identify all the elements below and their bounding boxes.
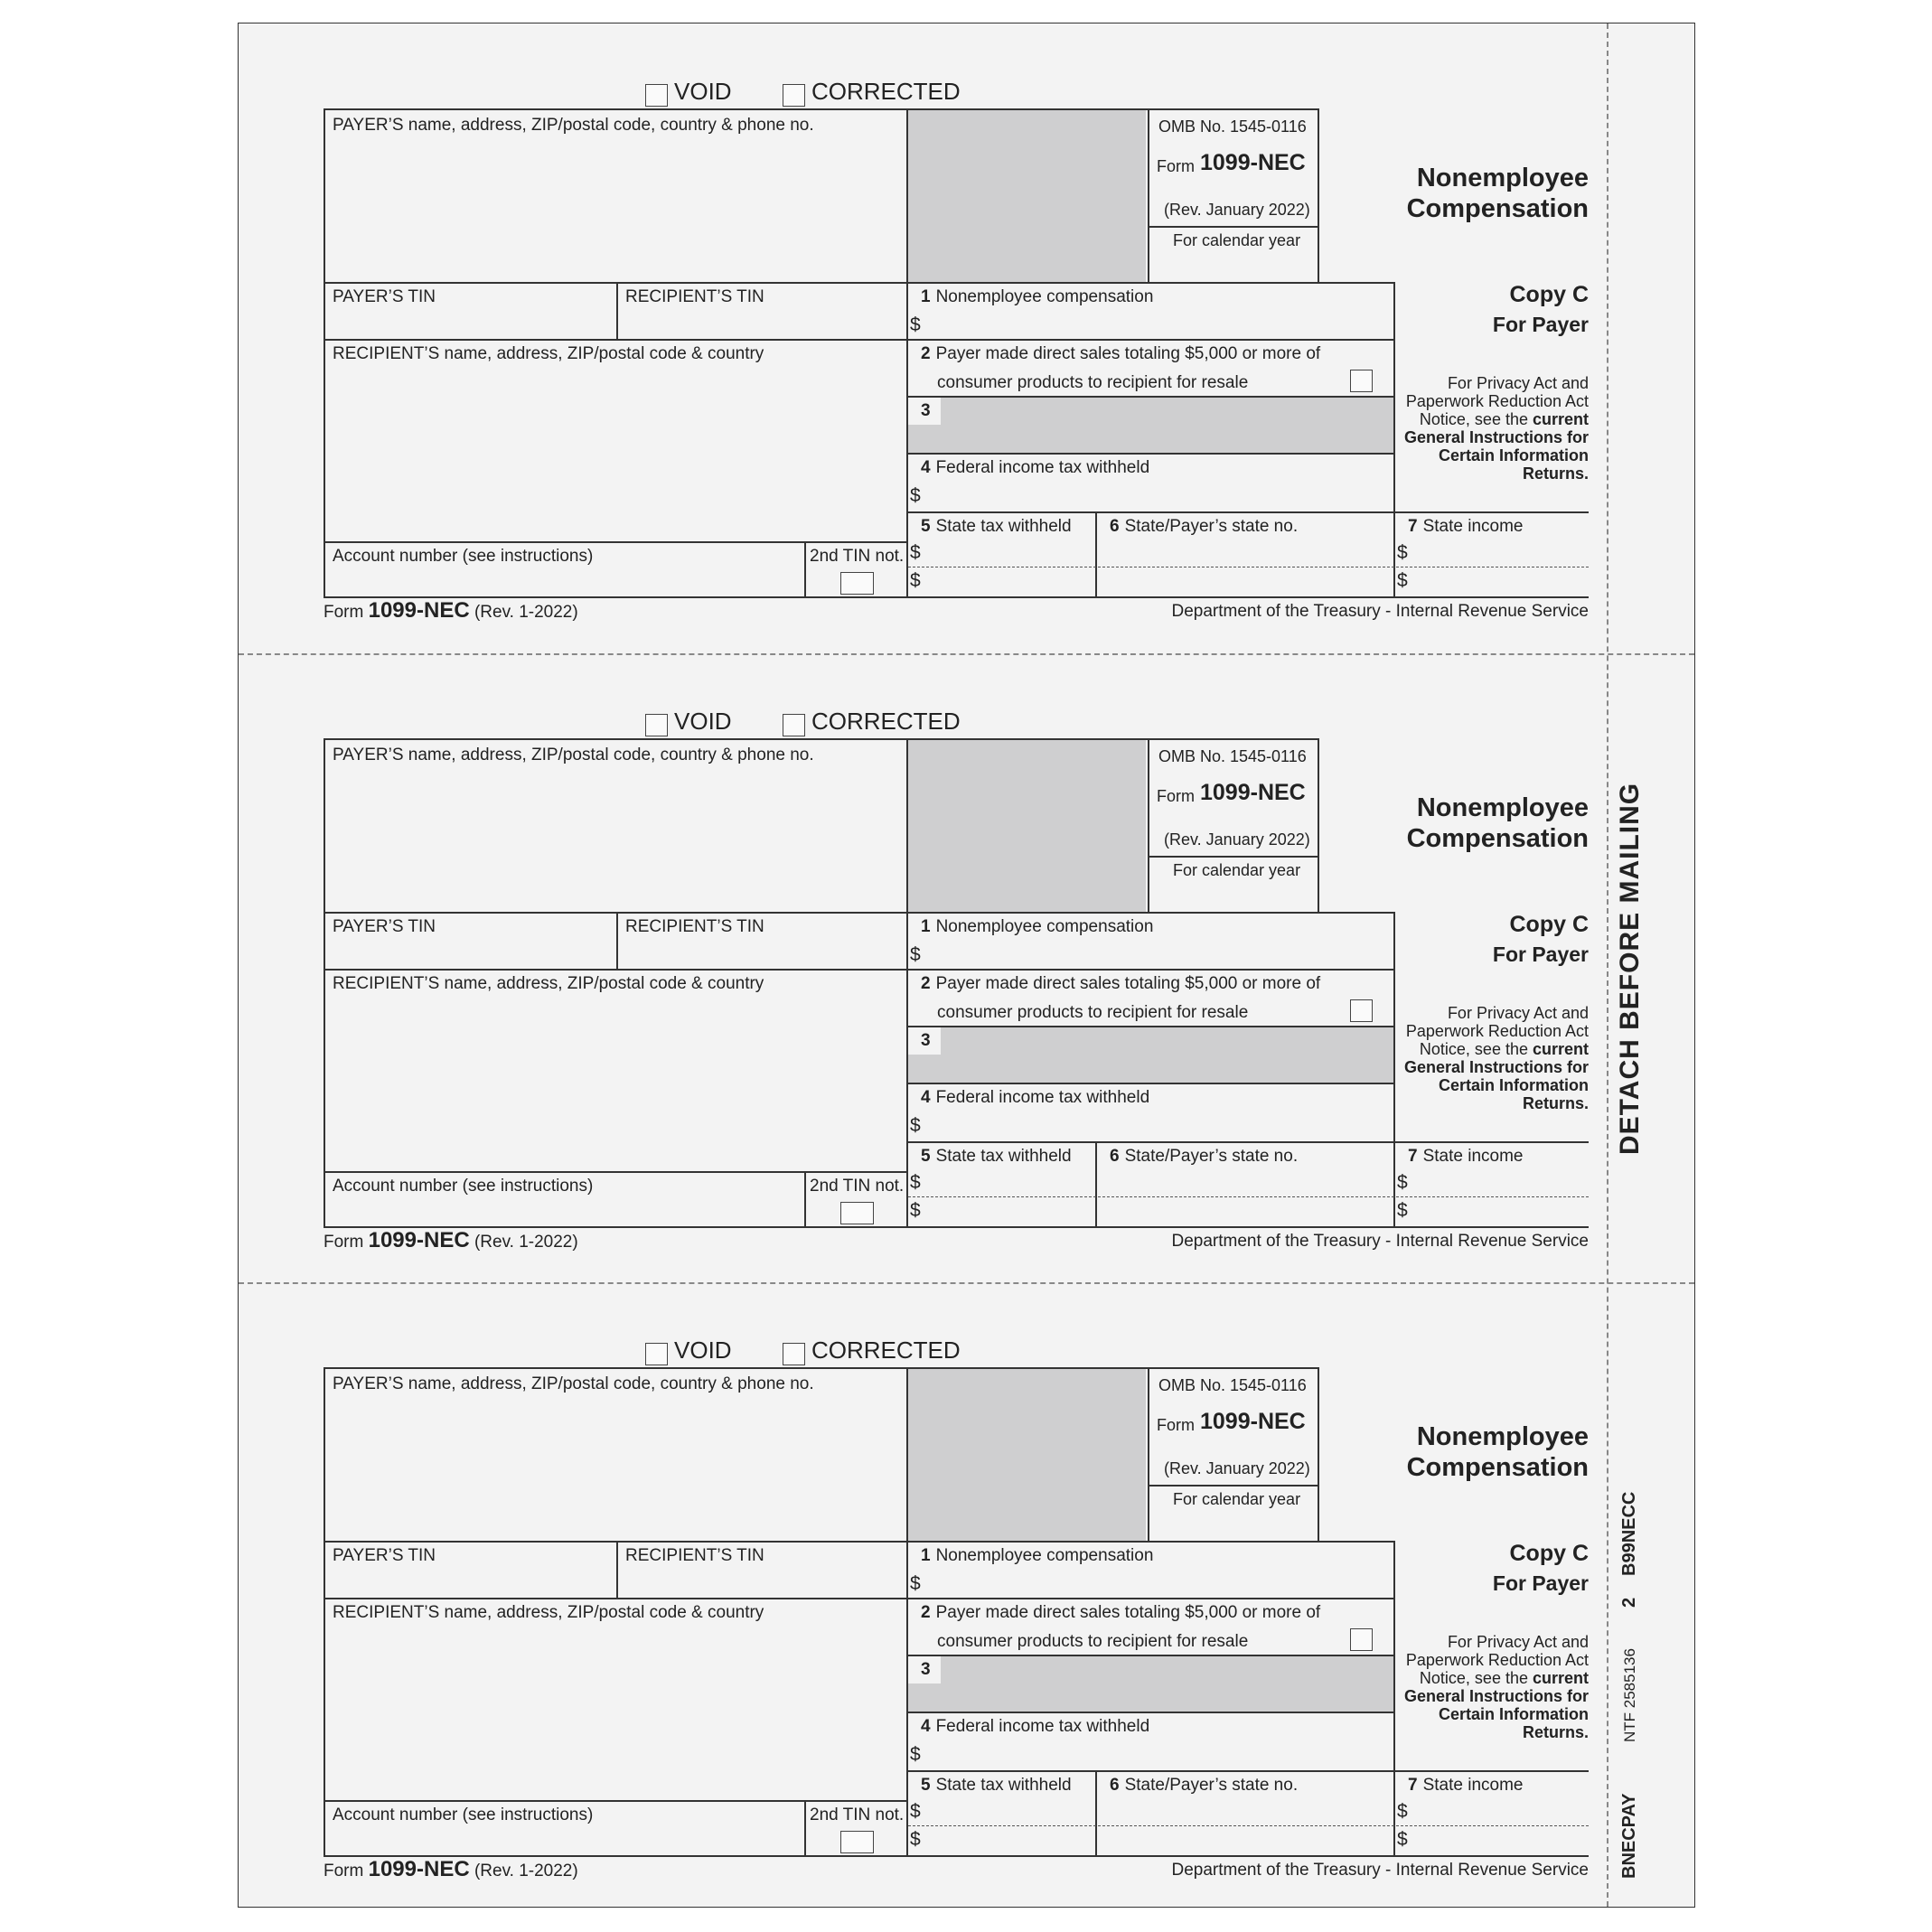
- state-row-dashed-divider: [908, 1196, 1589, 1197]
- box5-dollar-line2: $: [910, 570, 921, 591]
- notice-line-1: For Privacy Act and: [1447, 1633, 1589, 1651]
- footer-revision: (Rev. 1-2022): [474, 1862, 578, 1880]
- recipient-name-box[interactable]: [324, 969, 908, 1173]
- payer-name-label: PAYER’S name, address, ZIP/postal code, country & phone no.: [333, 1374, 814, 1393]
- second-tin-notice-box: [804, 1800, 908, 1857]
- box3: [906, 396, 1395, 455]
- form-title: [1318, 1421, 1589, 1483]
- footer-department: Department of the Treasury - Internal Revenue Service: [1171, 1861, 1589, 1880]
- second-tin-label: 2nd TIN not.: [810, 547, 905, 566]
- box5-dollar-line2: $: [910, 1200, 921, 1221]
- box5-text: State tax withheld: [935, 517, 1072, 536]
- box7-number: 7: [1408, 517, 1418, 536]
- copy-title: Copy C: [1509, 282, 1589, 307]
- box2-text-line2: consumer products to recipient for resale: [937, 373, 1249, 392]
- box7-dollar-line1: $: [1397, 542, 1408, 563]
- privacy-notice: [1390, 374, 1589, 483]
- copy-subtitle: For Payer: [1492, 943, 1589, 966]
- account-number-label: Account number (see instructions): [333, 1177, 594, 1196]
- notice-line-3: [1390, 1040, 1589, 1058]
- box7-label: [1408, 1776, 1523, 1796]
- form-grid: [324, 108, 1589, 596]
- product-code-label: BNECPAY: [1619, 1793, 1639, 1879]
- box7-label: [1408, 1147, 1523, 1167]
- notice-line-3a: Notice, see the: [1419, 1669, 1533, 1687]
- corrected-checkbox[interactable]: [783, 84, 805, 107]
- recipient-name-label: RECIPIENT’S name, address, ZIP/postal code & country: [333, 974, 764, 993]
- box4-number: 4: [921, 458, 931, 477]
- footer-revision: (Rev. 1-2022): [474, 603, 578, 622]
- payer-name-box[interactable]: [324, 108, 908, 284]
- box2-label: [921, 1603, 1320, 1623]
- box2-checkbox[interactable]: [1350, 1628, 1373, 1651]
- box2-text-line1: Payer made direct sales totaling $5,000 or more of: [935, 1603, 1321, 1622]
- footer-form-number: 1099-NEC: [368, 1228, 470, 1252]
- notice-line-4: General Instructions for: [1403, 428, 1589, 446]
- box3-label: [921, 1031, 936, 1051]
- form-number-title: 1099-NEC: [1200, 150, 1306, 175]
- recipient-name-label: RECIPIENT’S name, address, ZIP/postal code & country: [333, 344, 764, 363]
- box4-federal-tax-withheld[interactable]: [906, 453, 1395, 513]
- void-label: VOID: [674, 1336, 732, 1364]
- footer-form-id: [324, 1228, 578, 1253]
- omb-number: OMB No. 1545-0116: [1158, 1376, 1307, 1394]
- box6-label: [1110, 517, 1298, 537]
- form-title-line1: Nonemployee: [1416, 1422, 1589, 1451]
- box2-text-line1: Payer made direct sales totaling $5,000 or more of: [935, 974, 1321, 993]
- box7-text: State income: [1422, 1776, 1524, 1795]
- notice-line-3a: Notice, see the: [1419, 1040, 1533, 1058]
- payer-tin-label: PAYER’S TIN: [333, 287, 436, 306]
- box2-label: [921, 344, 1320, 364]
- second-tin-checkbox[interactable]: [840, 1831, 874, 1853]
- second-tin-notice-box: [804, 541, 908, 598]
- omb-number: OMB No. 1545-0116: [1158, 117, 1307, 136]
- box2-label: [921, 974, 1320, 994]
- footer-department: Department of the Treasury - Internal Revenue Service: [1171, 1232, 1589, 1251]
- box7-dollar-line2: $: [1397, 570, 1408, 591]
- box5-number: 5: [921, 517, 931, 536]
- box4-federal-tax-withheld[interactable]: [906, 1712, 1395, 1772]
- box6-number: 6: [1110, 517, 1120, 536]
- box2-number: 2: [921, 344, 931, 363]
- box7-label: [1408, 517, 1523, 537]
- box7-dollar-line1: $: [1397, 1172, 1408, 1193]
- copy-title: Copy C: [1509, 1541, 1589, 1566]
- form-code-label: B99NECC: [1619, 1491, 1639, 1576]
- form-grid: [324, 738, 1589, 1226]
- recipient-tin-label: RECIPIENT’S TIN: [625, 287, 764, 306]
- box6-text: State/Payer’s state no.: [1124, 1147, 1299, 1166]
- footer-form-number: 1099-NEC: [368, 1857, 470, 1881]
- form-title-line2: Compensation: [1406, 194, 1589, 223]
- account-number-box[interactable]: [324, 541, 806, 598]
- box3-number: 3: [921, 1660, 931, 1679]
- box4-label: [921, 1717, 1149, 1737]
- ntf-number-label: NTF 2585136: [1621, 1648, 1638, 1742]
- account-number-box[interactable]: [324, 1800, 806, 1857]
- corrected-checkbox[interactable]: [783, 714, 805, 736]
- notice-line-3: [1390, 410, 1589, 428]
- notice-line-6: Returns.: [1522, 1723, 1589, 1741]
- payer-name-box[interactable]: [324, 1367, 908, 1543]
- void-label: VOID: [674, 708, 732, 735]
- payer-tin-box[interactable]: [324, 912, 618, 971]
- box5-state-tax-withheld[interactable]: [906, 511, 1097, 598]
- form-title-line2: Compensation: [1406, 1453, 1589, 1482]
- box1-text: Nonemployee compensation: [935, 287, 1154, 306]
- void-checkbox[interactable]: [645, 84, 668, 107]
- box2-direct-sales: [906, 1598, 1395, 1656]
- box2-number: 2: [921, 1603, 931, 1622]
- second-tin-notice-box: [804, 1171, 908, 1228]
- void-checkbox[interactable]: [645, 1343, 668, 1365]
- payer-tin-label: PAYER’S TIN: [333, 917, 436, 936]
- footer-form-word: Form: [324, 603, 364, 622]
- box5-state-tax-withheld[interactable]: [906, 1141, 1097, 1228]
- copy-title: Copy C: [1509, 912, 1589, 937]
- calendar-year-divider: [1149, 226, 1319, 228]
- footer-form-id: [324, 1857, 578, 1882]
- copy-subtitle: For Payer: [1492, 313, 1589, 336]
- second-tin-checkbox[interactable]: [840, 572, 874, 595]
- box2-text-line2: consumer products to recipient for resale: [937, 1632, 1249, 1651]
- box6-number: 6: [1110, 1147, 1120, 1166]
- box5-number: 5: [921, 1776, 931, 1795]
- box3-number: 3: [921, 401, 931, 420]
- payer-name-box[interactable]: [324, 738, 908, 914]
- notice-line-5: Certain Information: [1438, 446, 1589, 464]
- box3-number: 3: [921, 1031, 931, 1050]
- box1-dollar: $: [910, 944, 921, 965]
- box1-text: Nonemployee compensation: [935, 1546, 1154, 1565]
- recipient-name-box[interactable]: [324, 1598, 908, 1802]
- notice-line-3b: current: [1532, 1669, 1589, 1687]
- notice-line-3b: current: [1532, 1040, 1589, 1058]
- form-title-line2: Compensation: [1406, 824, 1589, 853]
- revision-date: (Rev. January 2022): [1164, 830, 1310, 849]
- form-1099-nec-copy-c-1: [324, 23, 1619, 623]
- box7-state-income[interactable]: [1393, 1141, 1589, 1228]
- box5-state-tax-withheld[interactable]: [906, 1770, 1097, 1857]
- omb-divider: [1148, 738, 1149, 914]
- calendar-year-label: For calendar year: [1173, 861, 1301, 879]
- box1-nonemployee-compensation[interactable]: [906, 282, 1395, 341]
- notice-line-6: Returns.: [1522, 1094, 1589, 1112]
- form-title-line1: Nonemployee: [1416, 793, 1589, 822]
- form-word: Form: [1157, 157, 1195, 175]
- recipient-name-box[interactable]: [324, 339, 908, 543]
- payer-tin-label: PAYER’S TIN: [333, 1546, 436, 1565]
- box1-number: 1: [921, 1546, 931, 1565]
- box1-label: [921, 287, 1153, 307]
- box5-label: [921, 1776, 1072, 1796]
- notice-line-2: Paperwork Reduction Act: [1405, 1022, 1589, 1040]
- calendar-year-divider: [1149, 856, 1319, 858]
- box4-number: 4: [921, 1088, 931, 1107]
- payer-name-label: PAYER’S name, address, ZIP/postal code, country & phone no.: [333, 116, 814, 135]
- box2-direct-sales: [906, 969, 1395, 1027]
- box5-dollar-line2: $: [910, 1829, 921, 1850]
- box3-label: [921, 1660, 936, 1680]
- box5-text: State tax withheld: [935, 1147, 1072, 1166]
- payer-tin-box[interactable]: [324, 282, 618, 341]
- form-code-number: 2: [1619, 1597, 1639, 1608]
- box6-text: State/Payer’s state no.: [1124, 1776, 1299, 1795]
- corrected-label: CORRECTED: [811, 708, 961, 735]
- second-tin-label: 2nd TIN not.: [810, 1177, 905, 1196]
- form-word: Form: [1157, 1416, 1195, 1434]
- box7-dollar-line2: $: [1397, 1200, 1408, 1221]
- detach-before-mailing-label: DETACH BEFORE MAILING: [1615, 782, 1645, 1155]
- box7-state-income[interactable]: [1393, 511, 1589, 598]
- box1-label: [921, 917, 1153, 937]
- recipient-tin-label: RECIPIENT’S TIN: [625, 1546, 764, 1565]
- box5-dollar-line1: $: [910, 1801, 921, 1822]
- box1-nonemployee-compensation[interactable]: [906, 1541, 1395, 1599]
- form-1099-nec-copy-c-3: [324, 1282, 1619, 1881]
- form-title: [1318, 792, 1589, 854]
- form-1099-nec-copy-c-2: [324, 653, 1619, 1252]
- notice-line-5: Certain Information: [1438, 1076, 1589, 1094]
- box3: [906, 1026, 1395, 1084]
- corrected-label: CORRECTED: [811, 1336, 961, 1364]
- box2-direct-sales: [906, 339, 1395, 398]
- box1-dollar: $: [910, 314, 921, 335]
- box6-label: [1110, 1776, 1298, 1796]
- box4-text: Federal income tax withheld: [935, 458, 1150, 477]
- box1-number: 1: [921, 917, 931, 936]
- privacy-notice: [1390, 1004, 1589, 1112]
- copy-subtitle: For Payer: [1492, 1571, 1589, 1595]
- footer-department: Department of the Treasury - Internal Revenue Service: [1171, 602, 1589, 621]
- box2-checkbox[interactable]: [1350, 999, 1373, 1022]
- footer-form-id: [324, 598, 578, 624]
- account-number-label: Account number (see instructions): [333, 1805, 594, 1824]
- form-number-title: 1099-NEC: [1200, 780, 1306, 805]
- box2-checkbox[interactable]: [1350, 370, 1373, 392]
- form-grid: [324, 1367, 1589, 1855]
- footer-revision: (Rev. 1-2022): [474, 1233, 578, 1252]
- notice-line-1: For Privacy Act and: [1447, 1004, 1589, 1022]
- box1-label: [921, 1546, 1153, 1566]
- box4-text: Federal income tax withheld: [935, 1717, 1150, 1736]
- calendar-year-label: For calendar year: [1173, 231, 1301, 249]
- box7-text: State income: [1422, 517, 1524, 536]
- calendar-year-divider: [1149, 1485, 1319, 1487]
- payer-tin-box[interactable]: [324, 1541, 618, 1599]
- revision-date: (Rev. January 2022): [1164, 1459, 1310, 1477]
- box7-number: 7: [1408, 1776, 1418, 1795]
- notice-line-2: Paperwork Reduction Act: [1405, 1651, 1589, 1669]
- box4-label: [921, 1088, 1149, 1108]
- box5-number: 5: [921, 1147, 931, 1166]
- box4-dollar: $: [910, 1744, 921, 1765]
- box6-state-payer-number[interactable]: [1095, 511, 1395, 598]
- footer-form-word: Form: [324, 1862, 364, 1880]
- box7-text: State income: [1422, 1147, 1524, 1166]
- omb-divider: [1148, 108, 1149, 284]
- box2-text-line1: Payer made direct sales totaling $5,000 or more of: [935, 344, 1321, 363]
- box6-state-payer-number[interactable]: [1095, 1770, 1395, 1857]
- box1-text: Nonemployee compensation: [935, 917, 1154, 936]
- second-tin-label: 2nd TIN not.: [810, 1805, 905, 1824]
- corrected-checkbox[interactable]: [783, 1343, 805, 1365]
- box6-number: 6: [1110, 1776, 1120, 1795]
- box5-label: [921, 517, 1072, 537]
- form-number-title: 1099-NEC: [1200, 1409, 1306, 1434]
- recipient-name-label: RECIPIENT’S name, address, ZIP/postal code & country: [333, 1603, 764, 1622]
- omb-number: OMB No. 1545-0116: [1158, 747, 1307, 765]
- state-row-dashed-divider: [908, 1825, 1589, 1826]
- box5-dollar-line1: $: [910, 1172, 921, 1193]
- recipient-tin-box[interactable]: [616, 1541, 908, 1599]
- box7-state-income[interactable]: [1393, 1770, 1589, 1857]
- notice-line-2: Paperwork Reduction Act: [1405, 392, 1589, 410]
- notice-line-3a: Notice, see the: [1419, 410, 1533, 428]
- notice-line-3: [1390, 1669, 1589, 1687]
- box4-label: [921, 458, 1149, 478]
- form-sheet: [238, 23, 1695, 1908]
- account-number-box[interactable]: [324, 1171, 806, 1228]
- notice-line-6: Returns.: [1522, 464, 1589, 483]
- notice-line-5: Certain Information: [1438, 1705, 1589, 1723]
- calendar-year-label: For calendar year: [1173, 1490, 1301, 1508]
- box7-number: 7: [1408, 1147, 1418, 1166]
- corrected-label: CORRECTED: [811, 78, 961, 105]
- privacy-notice: [1390, 1633, 1589, 1741]
- form-word: Form: [1157, 787, 1195, 805]
- revision-date: (Rev. January 2022): [1164, 201, 1310, 219]
- box4-dollar: $: [910, 1115, 921, 1136]
- box5-dollar-line1: $: [910, 542, 921, 563]
- void-checkbox[interactable]: [645, 714, 668, 736]
- box5-label: [921, 1147, 1072, 1167]
- second-tin-checkbox[interactable]: [840, 1202, 874, 1224]
- notice-line-1: For Privacy Act and: [1447, 374, 1589, 392]
- recipient-tin-label: RECIPIENT’S TIN: [625, 917, 764, 936]
- box7-dollar-line2: $: [1397, 1829, 1408, 1850]
- box6-label: [1110, 1147, 1298, 1167]
- notice-line-4: General Instructions for: [1403, 1058, 1589, 1076]
- payer-name-label: PAYER’S name, address, ZIP/postal code, country & phone no.: [333, 746, 814, 764]
- footer-form-word: Form: [324, 1233, 364, 1252]
- void-label: VOID: [674, 78, 732, 105]
- recipient-tin-box[interactable]: [616, 912, 908, 971]
- box4-dollar: $: [910, 485, 921, 506]
- box5-text: State tax withheld: [935, 1776, 1072, 1795]
- box1-number: 1: [921, 287, 931, 306]
- box4-number: 4: [921, 1717, 931, 1736]
- form-title: [1318, 163, 1589, 224]
- footer-form-number: 1099-NEC: [368, 598, 470, 623]
- box3: [906, 1655, 1395, 1713]
- box2-text-line2: consumer products to recipient for resale: [937, 1003, 1249, 1022]
- box1-dollar: $: [910, 1573, 921, 1594]
- box4-text: Federal income tax withheld: [935, 1088, 1150, 1107]
- box7-dollar-line1: $: [1397, 1801, 1408, 1822]
- box2-number: 2: [921, 974, 931, 993]
- box3-label: [921, 401, 936, 421]
- form-title-line1: Nonemployee: [1416, 164, 1589, 192]
- recipient-tin-box[interactable]: [616, 282, 908, 341]
- omb-divider: [1148, 1367, 1149, 1543]
- notice-line-4: General Instructions for: [1403, 1687, 1589, 1705]
- notice-line-3b: current: [1532, 410, 1589, 428]
- box1-nonemployee-compensation[interactable]: [906, 912, 1395, 971]
- box4-federal-tax-withheld[interactable]: [906, 1083, 1395, 1143]
- account-number-label: Account number (see instructions): [333, 547, 594, 566]
- box6-text: State/Payer’s state no.: [1124, 517, 1299, 536]
- box6-state-payer-number[interactable]: [1095, 1141, 1395, 1228]
